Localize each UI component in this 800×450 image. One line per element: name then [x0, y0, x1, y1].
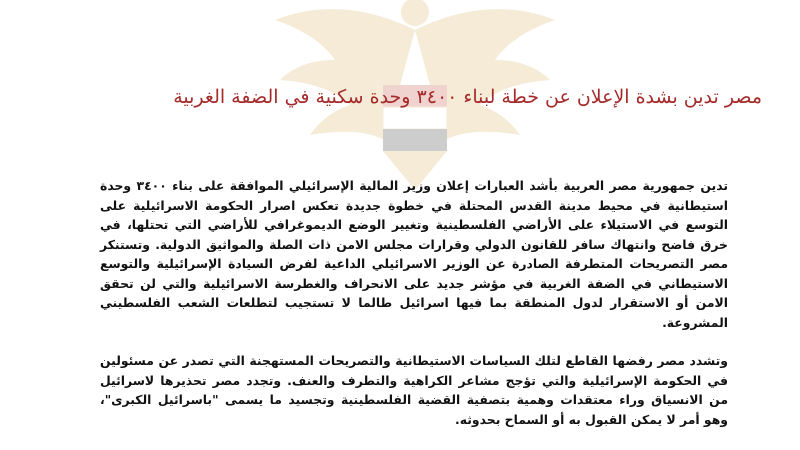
- article-body: [100, 176, 728, 448]
- article-paragraph: تدين جمهورية مصر العربية بأشد العبارات إعلان وزير المالية الإسرائيلي الموافقة على بناء ٣٤٠٠ وحدة استيطانية في محيط مدينة القدس المحتلة في خطوة جديدة تعكس اصرار الحكومة الاسرائيلية على التوسع في الاستيلاء على الأراضي الفلسطينية وتغيير الوضع الديموغرافي للأراضي التي تحتلها، في خرق فاضح وانتهاك سافر للقانون الدولي وقرارات مجلس الامن ذات الصلة والمواثيق الدولية. وتستنكر مصر التصريحات المتطرفة الصادرة عن الوزير الاسرائيلي الداعية لفرض السيادة الإسرائيلية والتوسع الاستيطاني في الضفة الغربية في مؤشر جديد على الانحراف والغطرسة الاسرائيلية والتي لن تحقق الامن أو الاستقرار لدول المنطقة بما فيها اسرائيل طالما لا تستجيب لتطلعات الشعب الفلسطيني المشروعة.: [100, 178, 729, 330]
- article-paragraph: وتشدد مصر رفضها القاطع لتلك السياسات الاستيطانية والتصريحات المستهجنة التي تصدر عن مسئولين في الحكومة الإسرائيلية والتي تؤجج مشاعر الكراهية والتطرف والعنف. وتجدد مصر تحذيرها لاسرائيل من الانسياق وراء معتقدات وهمية بتصفية القضية الفلسطينية وتجسيد ما يسمى "باسرائيل الكبرى"، وهو أمر لا يمكن القبول به أو السماح بحدوثه.: [100, 353, 728, 427]
- article-title: مصر تدين بشدة الإعلان عن خطة لبناء ٣٤٠٠ وحدة سكنية في الضفة الغربية: [173, 86, 762, 108]
